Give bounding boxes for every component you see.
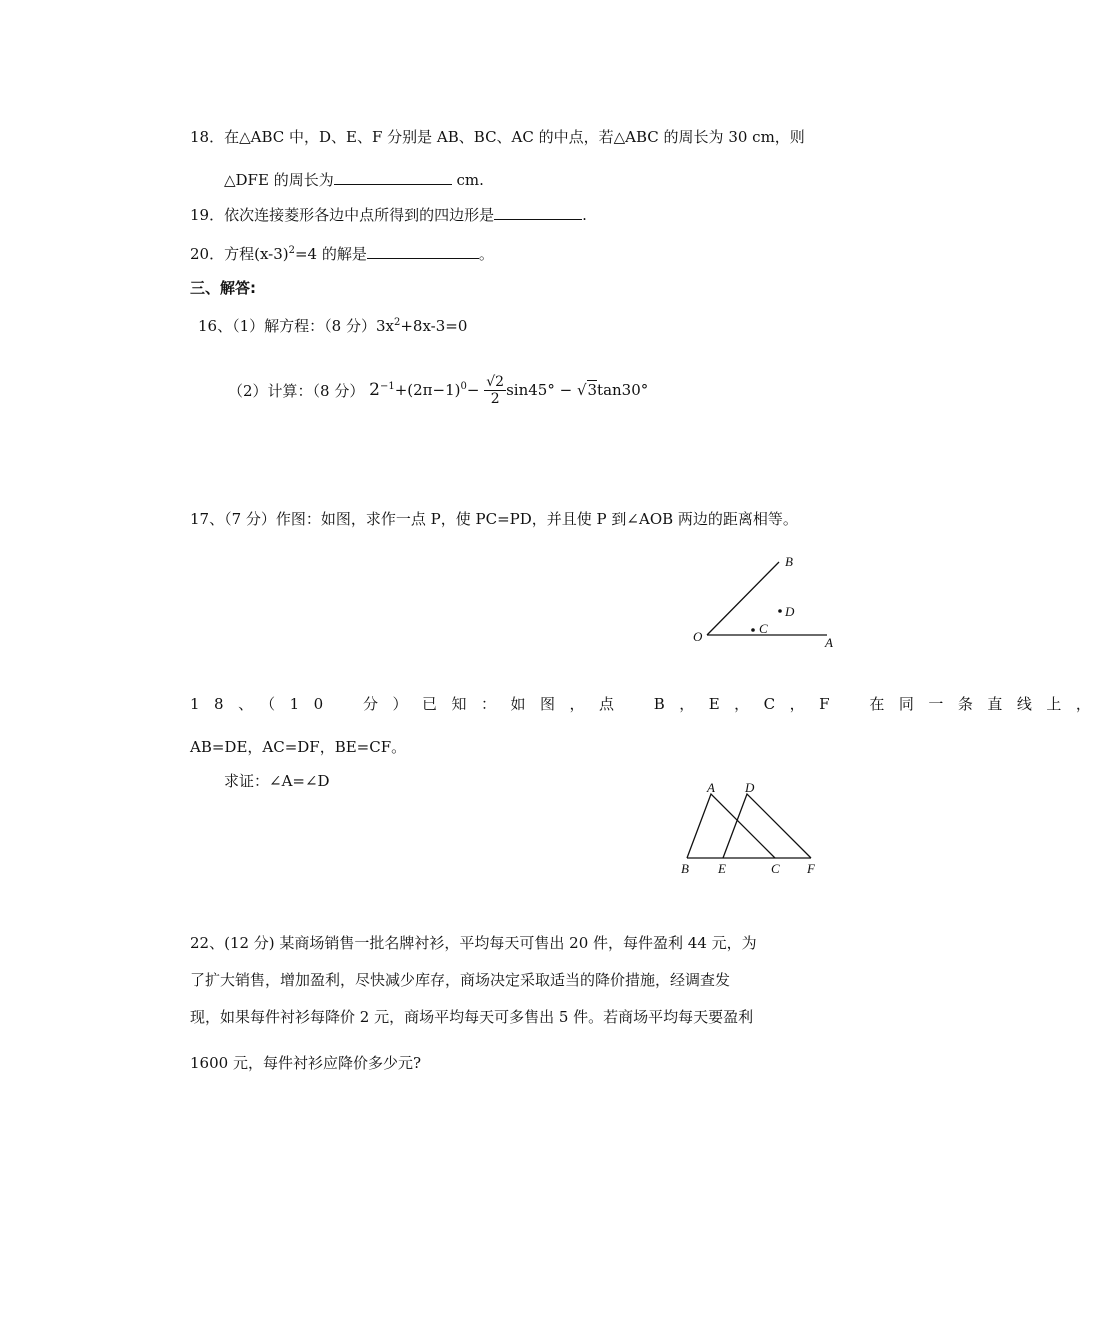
label-b2: B [681, 861, 689, 876]
q16-part1-rest: +8x-3=0 [400, 317, 468, 335]
label-c: C [759, 621, 768, 636]
q18-fill-prefix: △DFE 的周长为 [224, 171, 334, 189]
ray-ob [707, 562, 779, 635]
formula-mid: +(2π−1) [394, 380, 461, 399]
label-d: D [785, 604, 795, 619]
q20-exponent: 2 [288, 245, 295, 256]
triangle-abc [687, 794, 775, 858]
q22-line1: 22、(12 分) 某商场销售一批名牌衬衫，平均每天可售出 20 件，每件盈利 44 元，为 [190, 934, 757, 952]
q20-line [190, 241, 494, 264]
q19-text: 19．依次连接菱形各边中点所得到的四边形是 [190, 206, 495, 224]
q19-line [190, 205, 587, 225]
formula-fraction [484, 374, 506, 407]
q18-fill-line2 [224, 170, 484, 190]
q16-part2 [228, 374, 648, 407]
label-b: B [785, 554, 793, 569]
label-a: A [825, 635, 833, 650]
q18-answer-blank[interactable] [334, 170, 452, 185]
label-d2: D [745, 780, 755, 795]
q22-line3: 现，如果每件衬衫每降价 2 元，商场平均每天可多售出 5 件。若商场平均每天要盈利 [190, 1008, 754, 1026]
formula-sin: sin45° [506, 380, 555, 399]
section-title: 三、解答: [190, 279, 256, 297]
formula-exp2: 0 [460, 380, 467, 392]
triangle-def [723, 794, 811, 858]
formula-minus: − [466, 380, 480, 399]
triangles-diagram [675, 780, 835, 880]
fraction-denominator: 2 [490, 391, 500, 407]
label-o: O [693, 629, 703, 644]
q20-answer-blank[interactable] [367, 244, 479, 259]
q20-mid: =4 的解是 [294, 245, 367, 263]
label-c2: C [771, 861, 780, 876]
label-f2: F [807, 861, 815, 876]
formula-minus2: − [554, 380, 573, 399]
q18-proof-line1-text: 18、（10 分）已知：如图，点 B，E，C，F 在同一条直线上， [190, 695, 1105, 713]
q18-proof-line1 [190, 694, 1105, 714]
q17-text: 17、（7 分）作图：如图，求作一点 P，使 PC=PD，并且使 P 到∠AOB 两边的距离相等。 [190, 510, 798, 528]
fraction-numerator: √2 [486, 374, 505, 390]
q16-exponent: 2 [393, 317, 401, 328]
formula-exp1: −1 [379, 380, 395, 392]
q18-proof-line2: AB=DE，AC=DF，BE=CF。 [190, 738, 407, 756]
formula-tan: tan30° [597, 380, 649, 399]
q19-answer-blank[interactable] [494, 205, 582, 220]
formula-root: 3 [587, 380, 598, 399]
q18-fill-line1: 18．在△ABC 中，D、E、F 分别是 AB、BC、AC 的中点，若△ABC 的周长为 30 cm，则 [190, 128, 805, 146]
q19-end: . [582, 206, 587, 224]
q20-end: 。 [478, 245, 494, 263]
q16-part2-label: （2）计算：（8 分） [228, 382, 365, 400]
q22-line4: 1600 元，每件衬衫应降价多少元? [190, 1054, 421, 1072]
point-d [778, 609, 782, 613]
point-c [751, 628, 755, 632]
q16-part1 [198, 313, 467, 336]
label-a2: A [707, 780, 715, 795]
q18-proof-goal: 求证：∠A=∠D [224, 772, 330, 790]
q16-part1-text: 16、（1）解方程：（8 分）3x [198, 317, 394, 335]
q20-text: 20．方程(x-3) [190, 245, 289, 263]
formula-base: 2 [369, 379, 380, 400]
label-e2: E [718, 861, 726, 876]
angle-diagram [685, 550, 845, 650]
q18-fill-suffix: cm. [451, 171, 484, 189]
q22-line2: 了扩大销售，增加盈利，尽快减少库存，商场决定采取适当的降价措施，经调查发 [190, 971, 731, 989]
calc-formula: $2^{-1}+(2\pi-1)^0-$ $\frac{√2}{2}$ sin45° − √3tan30° [369, 374, 649, 407]
